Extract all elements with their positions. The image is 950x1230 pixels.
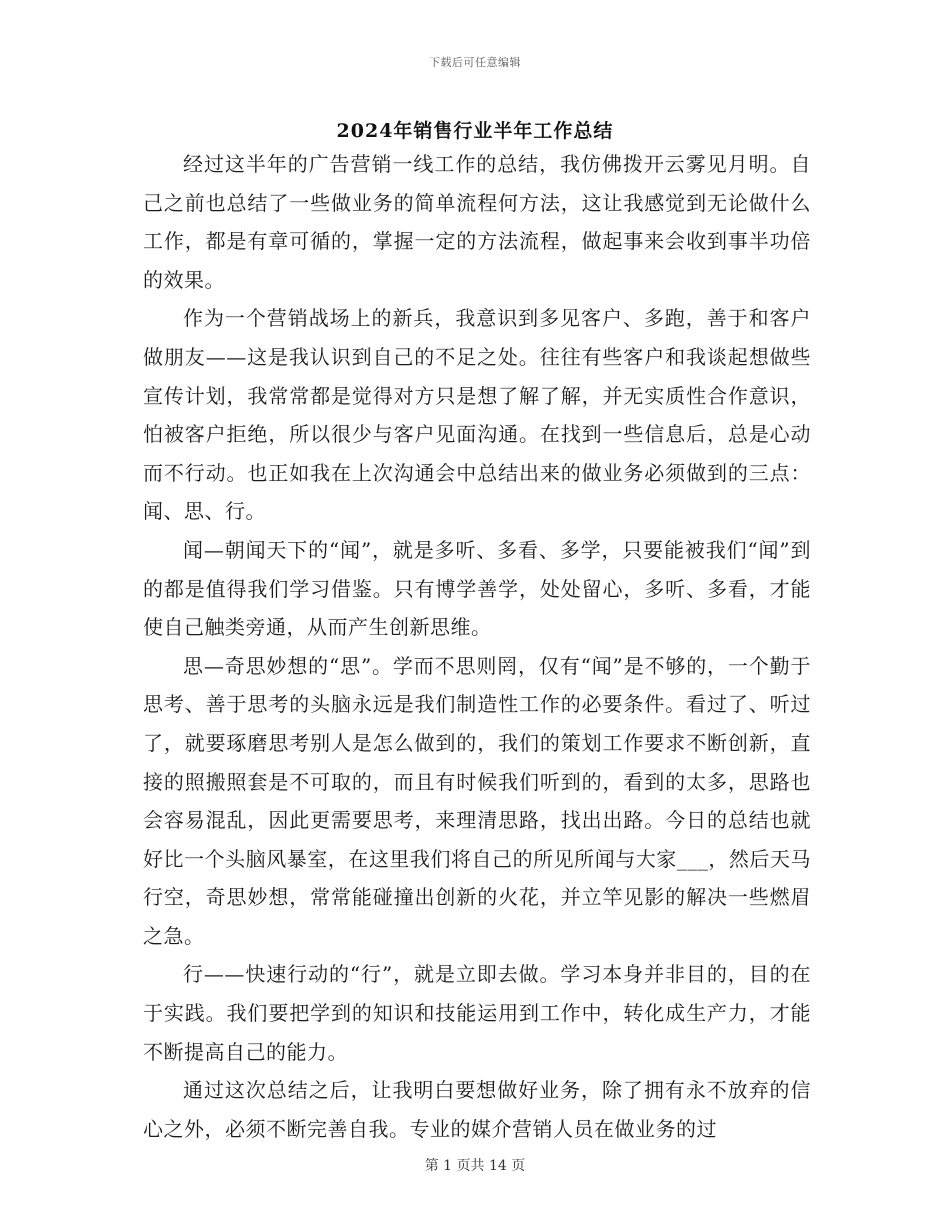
paragraph: 作为一个营销战场上的新兵，我意识到多见客户、多跑，善于和客户做朋友——这是我认识到自己的不足之处。往往有些客户和我谈起想做些宣传计划，我常常都是觉得对方只是想了解了解，并无实质性合作意识，怕被客户拒绝，所以很少与客户见面沟通。在找到一些信息后，总是心动而不行动。也正如我在上次沟通会中总结出来的做业务必须做到的三点：闻、思、行。 [143, 306, 811, 524]
paragraph: 行——快速行动的“行”，就是立即去做。学习本身并非目的，目的在于实践。我们要把学到的知识和技能运用到工作中，转化成生产力，才能不断提高自己的能力。 [143, 962, 811, 1064]
paragraph: 通过这次总结之后，让我明白要想做好业务，除了拥有永不放弃的信心之外，必须不断完善自我。专业的媒介营销人员在做业务的过 [143, 1078, 811, 1141]
paragraph: 闻—朝闻天下的“闻”，就是多听、多看、多学，只要能被我们“闻”到的都是值得我们学习借鉴。只有博学善学，处处留心，多听、多看，才能使自己触类旁通，从而产生创新思维。 [143, 537, 811, 640]
paragraph: 思—奇思妙想的“思”。学而不思则罔，仅有“闻”是不够的，一个勤于思考、善于思考的头脑永远是我们制造性工作的必要条件。看过了、听过了，就要琢磨思考别人是怎么做到的，我们的策划工作要求不断创新，直接的照搬照套是不可取的，而且有时候我们听到的，看到的太多，思路也会容易混乱，因此更需要思考，来理清思路，找出出路。今日的总结也就好比一个头脑风暴室，在这里我们将自己的所见所闻与大家___，然后天马行空，奇思妙想，常常能碰撞出创新的火花，并立竿见影的解决一些燃眉之急。 [143, 653, 811, 948]
document-title: 2024年销售行业半年工作总结 [336, 120, 614, 142]
document-body [143, 145, 811, 1148]
page-number: 第 1 页共 14 页 [424, 1158, 526, 1174]
download-edit-note: 下载后可任意编辑 [429, 56, 521, 69]
paragraph: 经过这半年的广告营销一线工作的总结，我仿佛拨开云雾见月明。自己之前也总结了一些做业务的简单流程何方法，这让我感觉到无论做什么工作，都是有章可循的，掌握一定的方法流程，做起事来会收到事半功倍的效果。 [143, 152, 811, 292]
